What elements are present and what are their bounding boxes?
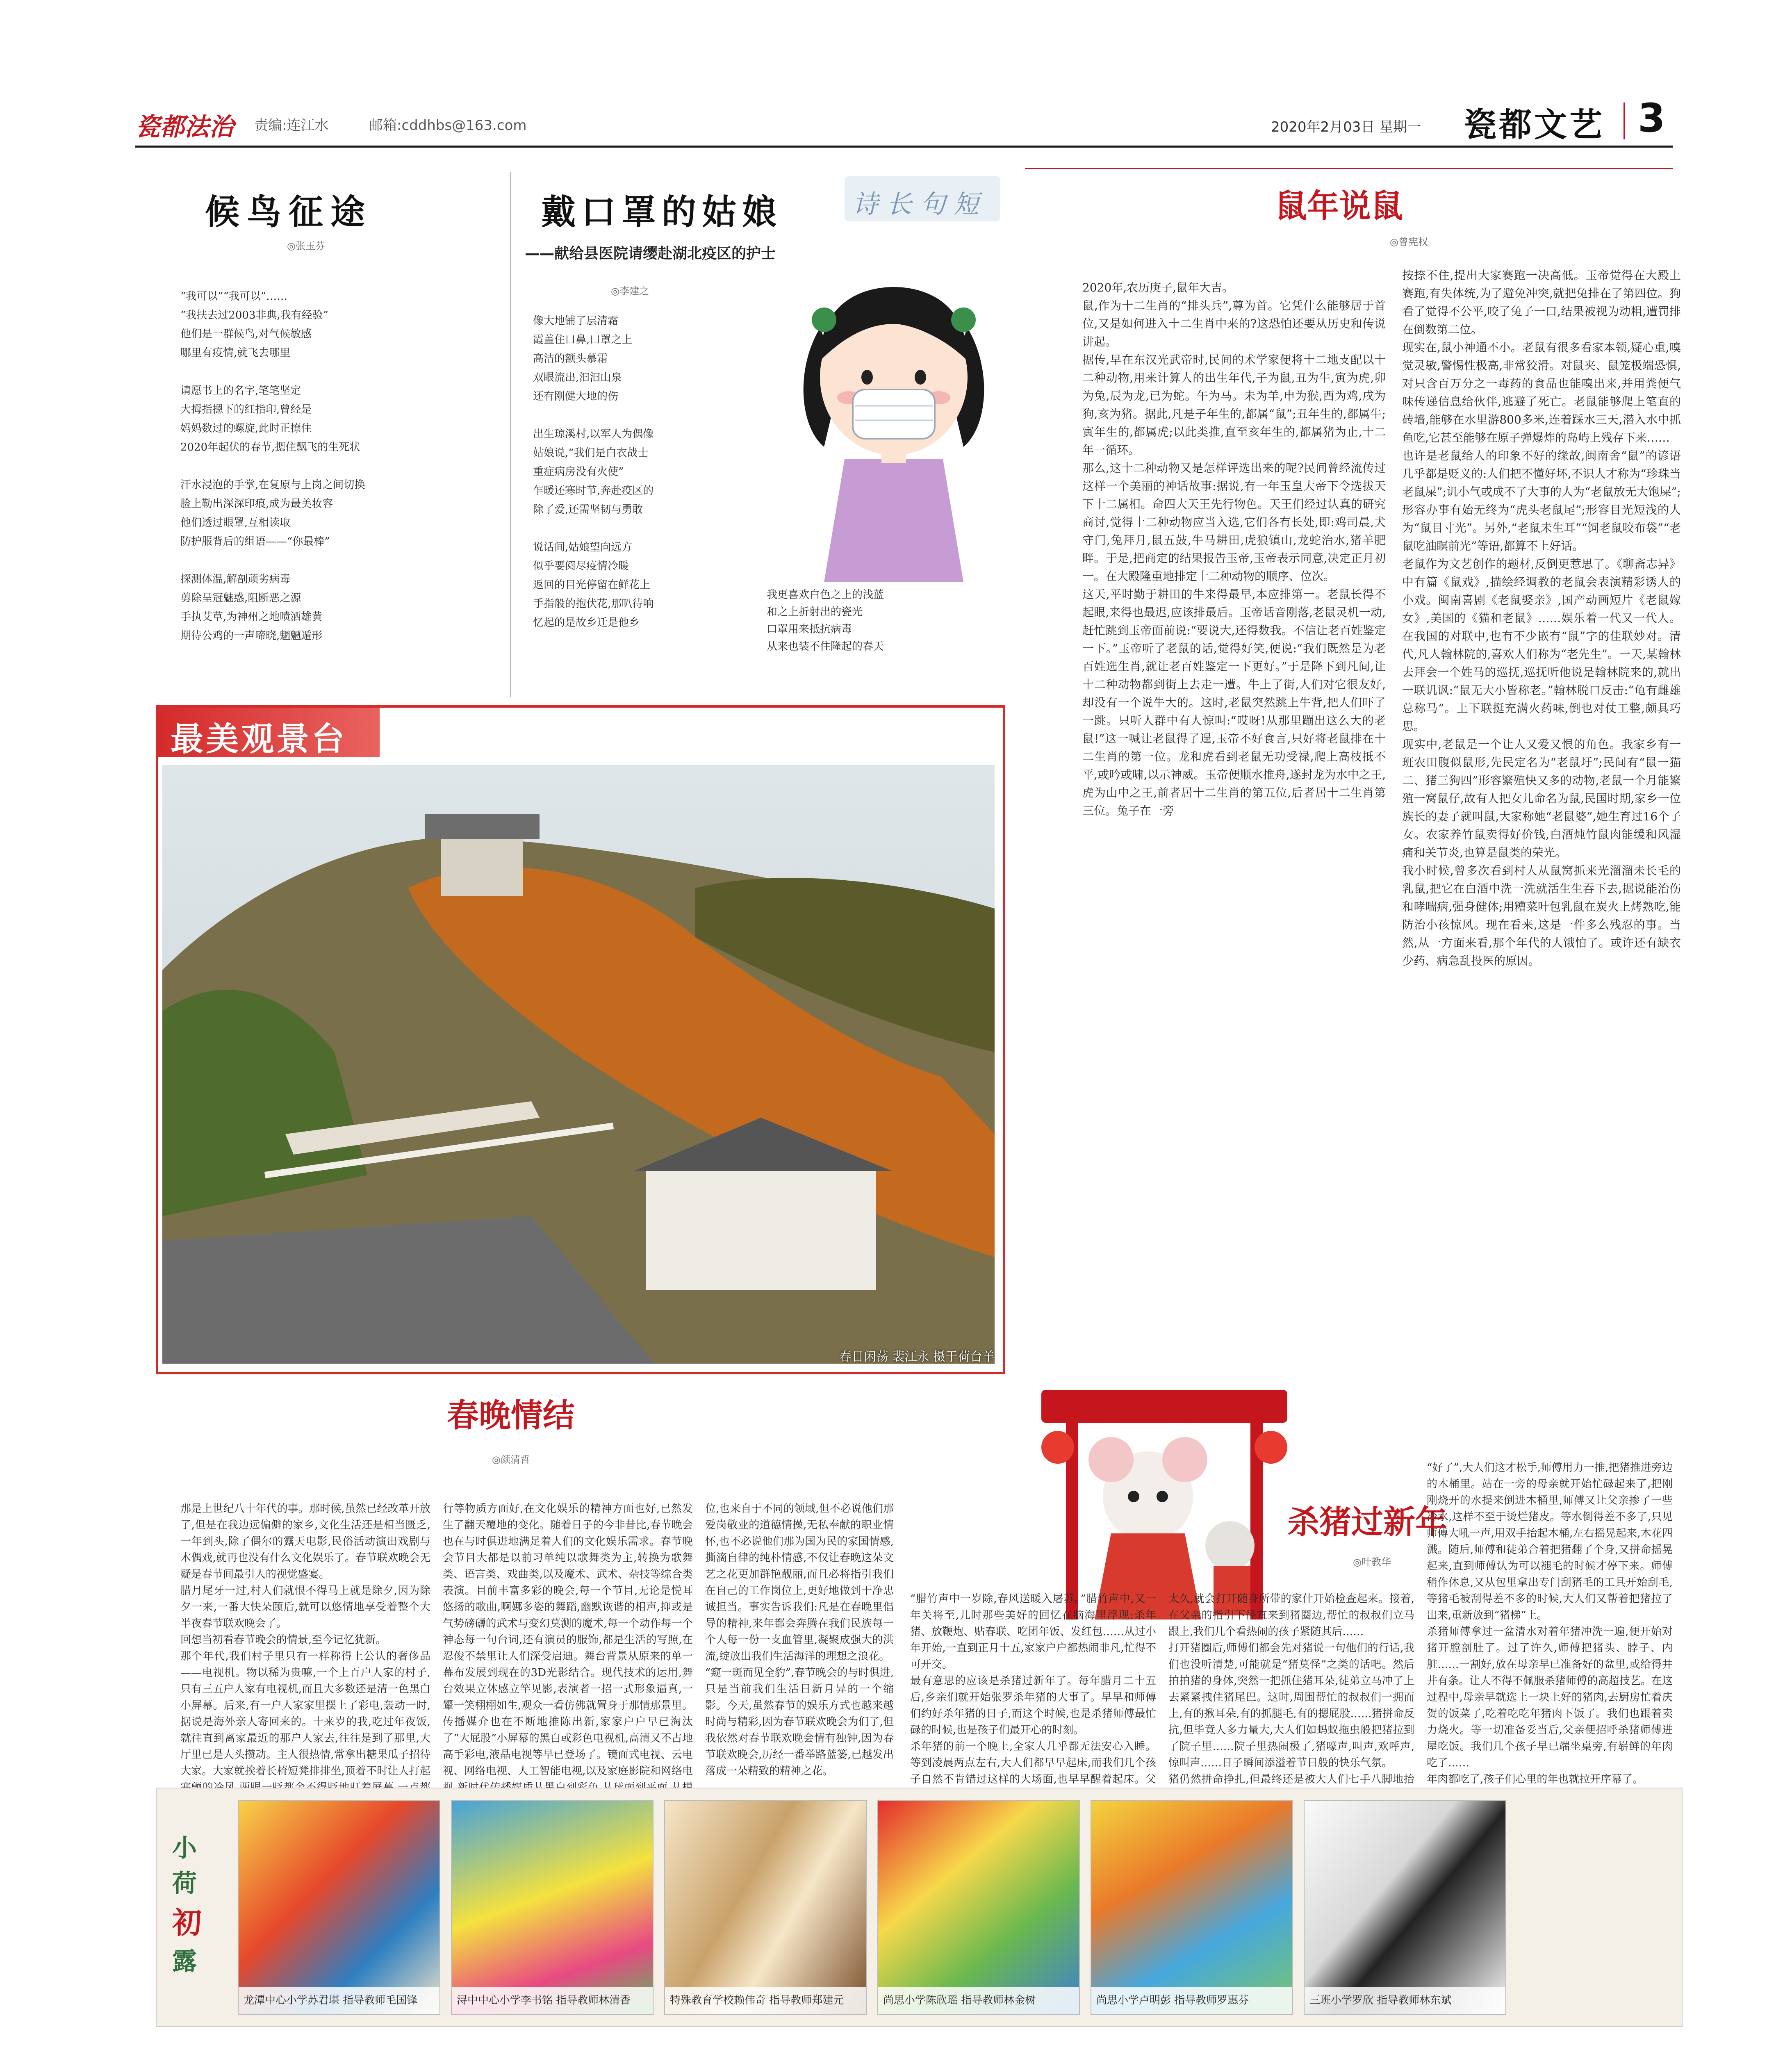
pig-essay-col1: “腊竹声中一岁除,春风送暖入屠苏。”腊竹声中,又一年关将至,儿时那些美好的回忆在脑海里浮现:杀年猪、放鞭炮、贴春联、吃团年饭、发红包……从过小年开始,一直到正月十五,家家户户都热闹非凡,忙得不可开交。 最有意思的应该是杀猪过新年了。每年腊月二十五后,乡亲们就开始张罗杀年猪的大事了。早早和师傅们约好杀年猪的日子,而这个时候,也是杀猪师傅最忙碌的时候,也是孩子们最开心的时刻。 杀年猪的前一个晚上,全家人几乎都无法安心入睡。等到凌晨两点左右,大人们都早早起床,而我们几个孩子自然不肯错过这样的大场面,也早早醒着起床。父 [910, 1593, 1156, 1786]
pavilion-body [441, 839, 523, 896]
poem2-body-col1: 像大地铺了层清霜 霞盖住口鼻,口罩之上 高洁的额头慕霜 双眼流出,汩汩山泉 还有刚健大地的伤 出生琼溪村,以军人为偶像 姑娘说,“我们是白衣战士 重症病房没有火使” 乍暖还寒时节,奔赴疫区的 除了爱,还需坚韧与勇敢 说话间,姑娘望向远方 似乎要阅尽疫情冷暖 返回的目光停留在鲜花上 手指般的抱伏花,那叭待响 忆起的是故乡迁是他乡 [533, 315, 654, 629]
pig-essay-col2: 太久,就会打开随身所带的家什开始检查起来。接着,在父亲的指引下径直来到猪圈边,帮忙的叔叔们立马跟上,我们几个看热闹的孩子紧随其后…… 打开猪圈后,师傅们都会先对猪说一句他们的行话,我们也没听清楚,可能就是“猪莫怪”之类的话吧。然后拍拍猪的身体,突然一把抓住猪耳朵,徒弟立马冲了上去紧紧拽住猪尾巴。这时,周围帮忙的叔叔们一拥而上,有的揪耳朵,有的抓腿毛,有的摁屁股……猪拼命反抗,但毕竟人多力量大,大人们如蚂蚁拖虫般把猪拉到了院子里……院子里热闹极了,猪嚎声,叫声,欢呼声,惊叫声……日子瞬间添溢着节日般的快乐气氛。 猪仍然拼命挣扎,但最终还是被大人们七手八脚地抬 [1168, 1593, 1414, 1786]
rat-essay-title: 鼠年说鼠 [1275, 188, 1403, 225]
lantern-right [1255, 1431, 1287, 1464]
hair-bow-right [951, 308, 976, 332]
hair-bow-left [812, 308, 836, 332]
children-drawing-caption: 浔中中心小学李书铭 指导教师林清香 [452, 1987, 653, 2014]
lantern-left [1041, 1431, 1074, 1464]
children-drawing-5 [1091, 1800, 1293, 2015]
issue-date: 2020年2月03日 星期一 [1271, 119, 1421, 135]
body [824, 459, 963, 582]
rat-essay-col2: 按捺不住,提出大家赛跑一决高低。玉帝觉得在大殿上赛跑,有失体统,为了避免冲突,就把兔排在了第四位。狗看了觉得不公平,咬了兔子一口,结果被视为动粗,遭罚排在倒数第二位。 现实在,鼠小神通不小。老鼠有很多看家本领,疑心重,嗅觉灵敏,警惕性极高,非常狡滑。对鼠夹、鼠笼极端恐惧,对只含百万分之一毒药的食品也能嗅出来,并用粪便气味传递信息给伙伴,逃避了死亡。老鼠能够爬上笔直的砖墙,能够在水里游800多米,连着踩水三天,潜入水中抓鱼吃,它甚至能够在原子弹爆炸的岛屿上残存下来…… 也许是老鼠给人的印象不好的缘故,闽南舍“鼠”的谚语几乎都是贬义的:人们把不懂好坏,不识人才称为“珍珠当老鼠屎”;讥小气或成不了大事的人为“老鼠放无大饱屎”;形容办事有始无终为“虎头老鼠尾”;形容目光短浅的人为“鼠目寸光”。另外,“老鼠未生耳”“饲老鼠咬布袋”“老鼠吃油瞑前光”等语,都算不上好话。 老鼠作为文艺创作的题材,反倒更惹思了。《聊斋志异》中有篇《鼠戏》,描绘经调教的老鼠会表演精彩诱人的小戏。闽南喜剧《老鼠娶亲》,国产动画短片《老鼠嫁女》,美国的《猫和老鼠》……娱乐着一代又一代人。在我国的对联中,也有不少嵌有“鼠”字的佳联妙对。清代,凡人翰林院的,喜欢人们称为“老先生”。一天,某翰林去拜会一个姓马的巡抚,巡抚听他说是翰林院来的,就出一联讥讽:“鼠无大小皆称老。”翰林脱口反击:“龟有雌雄总称马”。上下联挺充满火药味,倒也对仗工整,颇具巧思。 现实中,老鼠是一个让人又爱又恨的角色。我家乡有一班农田腹似鼠形,先民定名为“老鼠圩”;民间有“鼠一猫二、猪三狗四”形容繁殖快又多的动物,老鼠一个月能繁殖一窝鼠仔,故有人把女儿命名为鼠,民国时期,家乡一位族长的妻子就叫鼠,大家称她“老鼠婆”,她生育过16个子女。农家养竹鼠卖得好价钱,白酒炖竹鼠肉能缓和风湿痛和关节炎,也算是鼠类的荣光。 我小时候,曾多次看到村人从鼠窝抓来光溜溜未长毛的乳鼠,把它在白酒中洗一洗就活生生吞下去,据说能治伤和哮喘病,强身健体;用糟菜叶包乳鼠在炭火上烤熟吃,能防治小孩惊风。现在看来,这是一件多么残忍的事。当然,从一方面来看,那个年代的人饿怕了。或许还有缺衣少药、病急乱投医的原因。 [1402, 269, 1681, 968]
poem1-body: “我可以”“我可以”…… “我扶去过2003非典,我有经验” 他们是一群候鸟,对气候敏感 哪里有疫情,就飞去哪里 请愿书上的名字,笔笔坚定 大拇指摁下的红指印,曾经是 妈妈数过的螺旋,此时正撩住 2020年起伏的春节,摁住飘飞的生死状 汗水浸泡的手掌,在复原与上岗之间切换 脸上勒出深深印痕,成为最美妆容 他们透过眼罩,互相读取 防护服背后的组语——“你最棒” 探测体温,解剖顽劣病毒 剪除呈冠魅惑,阻断恶之源 手执艾草,为神州之地喷洒雄黄 期待公鸡的一声啼晓,魍魉遁形 [180, 290, 365, 642]
children-drawing-caption: 三班小学罗欣 指导教师林东斌 [1305, 1987, 1505, 2014]
photo-header: 最美观景台 [171, 720, 347, 758]
gala-essay-title: 春晚情结 [447, 1397, 575, 1434]
children-art-column-label [172, 1829, 221, 2009]
rat-title-rule [1025, 168, 1673, 169]
header-rule [135, 146, 1673, 148]
lantern-gate [1041, 1390, 1287, 1423]
eye-right [915, 370, 926, 385]
email-label: 邮箱:cddhbs@163.com [369, 117, 527, 134]
pig-essay-author: ◎叶教华 [1353, 1556, 1391, 1568]
children-drawing-caption: 尚思小学陈欣瑶 指导教师林金树 [878, 1987, 1079, 2014]
column-label-char-3: 初 [172, 1906, 202, 1940]
poem1-title: 候鸟征途 [205, 191, 373, 232]
poem2-subtitle: ——献给县医院请缨赴湖北疫区的护士 [525, 245, 776, 262]
poem2-author: ◎李建之 [611, 285, 649, 297]
children-drawing-6 [1304, 1800, 1506, 2015]
column-rule [510, 172, 511, 697]
gala-essay-col3: 位,也来自于不同的领域,但不必说他们那爱岗敬业的道德情操,无私奉献的职业情怀,也不必说他们那为国为民的家国情感,撕滴自律的纯朴情感,不仅让春晚这朵文艺之花更加群艳靓丽,而且必将指引我们在自己的工作岗位上,更好地做到干净忠诚担当。事实告诉我们:凡是在春晚里倡导的精神,来年都会奔腾在我们民族每一个人每一份一支血管里,凝聚成强大的洪流,绽放出我们生活海洋的理想之浪花。 “窥一斑而见全豹”,春节晚会的与时俱进,只是当前我们生活日新月异的一个缩影。今天,虽然春节的娱乐方式也越来越时尚与精彩,因为春节联欢晚会为们了,但我依然对春节联欢晚会情有独钟,因为春节联欢晚会,历经一番举路蓝篓,已越发出落成一朵精致的精神之花。 [705, 1503, 894, 1777]
section-title: 瓷都文艺 [1464, 106, 1605, 144]
column-label-char-1: 小 [172, 1834, 197, 1863]
face-mask [853, 390, 935, 439]
children-drawing-caption: 特殊教育学校赖伟奇 指导教师郑建元 [665, 1987, 866, 2014]
children-drawing-caption: 龙潭中心小学苏君堪 指导教师毛国锋 [239, 1987, 439, 2014]
column-label-char-2: 荷 [172, 1869, 197, 1898]
column-label-char-4: 露 [172, 1947, 197, 1976]
pig-essay-col3: “好了”,大人们这才松手,师傅用力一推,把猪推进旁边的木桶里。站在一旁的母亲就开始忙碌起来了,把刚刚烧开的水提来倒进木桶里,师傅又让父亲掺了一些冷水,这样不至于烫烂猪皮。等水倒得差不多了,只见师傅大吼一声,用双手抬起木桶,左右摇晃起来,木花四溅。随后,师傅和徒弟合着把猪翻了个身,又拼命摇晃起来,直到师傅认为可以褪毛的时候才停下来。师傅稍作休息,又从包里拿出专门刮猪毛的工具开始刮毛,等猪毛被刮得差不多的时候,大人们又帮着把猪拉了出来,重新放到“猪梯”上。 杀猪师傅拿过一盆清水对着年猪冲洗一遍,便开始对猪开膛剖肚了。过了许久,师傅把猪头、脖子、内脏……一割好,放在母亲早已准备好的盆里,或给得井井有条。让人不得不佩服杀猪师傅的高超技艺。在这过程中,母亲早就选上一块上好的猪肉,去厨房忙着庆贺的饭菜了,吃着吃吃年猪肉下饭了。我们也跟着卖力烧火。等一切准备妥当后,父亲便招呼杀猪师傅进屋吃饭。我们几个孩子早已端坐桌旁,有崭鲜的年肉吃了…… 年肉都吃了,孩子们心里的年也就拉开序幕了。 [1427, 1462, 1673, 1786]
section-divider [1624, 102, 1625, 139]
gala-essay-col1: 那是上世纪八十年代的事。那时候,虽然已经改革开放了,但是在我边远偏僻的家乡,文化生活还是相当匮乏,一年到头,除了偶尔的露天电影,民俗活动演出戏剧与木偶戏,就再也没有什么文化娱乐了。春节联欢晚会无疑是春节间最引人的视觉盛宴。 腊月尾牙一过,村人们就恨不得马上就是除夕,因为除夕一来,一番大快朵颐后,就可以悠情地享受着整个大半夜春节联欢晚会了。 回想当初看春节晚会的情景,至今记忆犹新。 那个年代,我们村子里只有一样称得上公认的奢侈品——电视机。物以稀为贵嘛,一个上百户人家的村子,只有三五户人家有电视机,而且大多数还是清一色黑白小屏幕。后来,有一户人家家里摆上了彩电,轰动一时,据说是海外亲人寄回来的。十来岁的我,吃过年夜饭,就往直到离家最近的那户人家去,往往是到了那里,大厅里已是人头攒动。主人很热情,常拿出糖果瓜子招待大家。大家就挨着长椅短凳排排坐,顶着不时让人打起 [180, 1503, 430, 1777]
eye-left [861, 370, 873, 385]
photo-caption: 春日闲荡 裴江永 摄于荷台羊 [839, 1350, 995, 1364]
poem2-body-col2: 我更喜欢白色之上的浅蓝 和之上折射出的瓷光 口罩用来抵抗病毒 从来也装不住隆起的春天 [767, 589, 884, 653]
house-wall [646, 1167, 876, 1290]
gala-essay-author: ◎颜清哲 [492, 1454, 530, 1465]
children-drawing-caption: 尚思小学卢明彭 指导教师罗惠芬 [1091, 1987, 1292, 2014]
children-drawing-3 [664, 1800, 867, 2015]
masthead [0, 0, 1792, 164]
pavilion-roof [425, 814, 540, 839]
badge-label: 诗长句短 [853, 189, 988, 219]
rat-essay-col1: 2020年,农历庚子,鼠年大吉。 鼠,作为十二生肖的“排头兵”,尊为首。它凭什么能够居于首位,又是如何进入十二生肖中来的?这恐怕还要从历史和传说讲起。 据传,早在东汉光武帝时,民间的术学家便将十二地支配以十二种动物,用来计算人的出生年代,子为鼠,丑为牛,寅为虎,卯为兔,辰为龙,已为蛇。午为马。未为羊,申为猴,酉为鸡,戌为狗,亥为猪。据此,凡是子年生的,都属“鼠”;丑年生的,都属牛;寅年生的,都属虎;以此类推,直至亥年生的,都属猪为止,十二年一循环。 那么,这十二种动物又是怎样评选出来的呢?民间曾经流传过这样一个美丽的神话故事:据说,有一年玉皇大帝下令选拔天下十二属相。命四大天王先行物色。天王们经过认真的研究商讨,觉得十二种动物应当入选,它们各有长处,即:鸡司晨,犬守门,兔拜月,鼠五鼓,牛马耕田,虎狼镇山,龙蛇治水,猪羊肥畔。于是,把商定的结果报告玉帝,玉帝表示同意,决定正月初一。在大殿隆重地排定十二种动物的顺序、位次。 这天,平时勤于耕田的牛来得最早,本应排第一。老鼠长得不起眼,来得也最迟,应该排最后。玉帝话音刚落,老鼠灵机一动,赶忙跳到玉帝面前说:“要说大,还得数我。不信让老百姓鉴定一下。”玉帝听了老鼠的话,觉得好笑,便说:“我们既然是为老百姓选生肖,就让老百姓鉴定一下更好。”于是降下到凡间,让十二种动物都到街上去走一遭。牛上了街,人们对它很友好,却没有一个说牛大的。这时,老鼠突然跳上牛背,把人们吓了一跳。只听人群中有人惊叫:“哎呀!从那里蹦出这么大的老鼠!”这一喊让老鼠得了逞,玉帝不好食言,只好将老鼠排在十二生肖的第一位。龙和虎看到老鼠无功受禄,爬上高枝抵不平,或吟或啸,以示神威。玉帝便顺水推舟,遂封龙为水中之王,虎为山中之王,前者居十二生肖的第五位,后者居十二生肖第三位。兔子在一旁 [1082, 281, 1386, 818]
poem1-author: ◎张玉芬 [287, 240, 325, 252]
editor-label: 责编:连江水 [254, 117, 329, 134]
poem-badge [845, 176, 1000, 221]
small-mouse [1205, 1521, 1255, 1570]
gala-essay-col2: 行等物质方面好,在文化娱乐的精神方面也好,已然发生了翻天覆地的变化。随着日子的今非昔比,春节晚会也在与时俱进地满足着人们的文化娱乐需求。春节晚会节目大都是以前习单纯以歌舞类为主,转换为歌舞类、语言类、戏曲类,以及魔术、武术、杂技等综合类表演。目前丰富多彩的晚会,每一个节目,无论是悦耳悠扬的歌曲,啊娜多姿的舞蹈,幽默诙谐的相声,抑或是气势磅礴的武术与变幻莫测的魔术,每一个动作每一个神态每一句台词,还有演员的服饰,都是生活的写照,在忍俊不禁里让人们深受启迪。舞台背景从原来的单一幕布发展到现在的3D光影结合。现代技术的运用,舞台效果立体感立竿见影,表演者一招一式形象逼真,一颦一笑栩栩如生,观众一看仿佛就置身于那情那景里。传播媒介也在不断地推陈出新,家家户户早已淘汰了“大屁股”小屏幕的黑白或彩色电视机,高清又不占地高手彩电,液晶电视等早已登场了。镜面式电视、云电视、网络电视、人工智能电视,以及家庭影院和网络电 [443, 1503, 693, 1777]
rat-essay-author: ◎曾宪权 [1390, 236, 1428, 248]
scenic-photo [162, 765, 995, 1364]
page-number: 3 [1638, 95, 1665, 141]
neck [881, 447, 906, 463]
children-drawing-2 [451, 1800, 653, 2015]
poem2-title: 戴口罩的姑娘 [541, 191, 783, 232]
photo-frame [156, 705, 1005, 1374]
children-drawing-4 [877, 1800, 1080, 2015]
children-drawing-1 [238, 1800, 440, 2015]
nurse-illustration [787, 254, 1000, 590]
masthead-logo: 瓷都法治 [135, 113, 234, 141]
pig-essay-title: 杀猪过新年 [1287, 1504, 1448, 1541]
